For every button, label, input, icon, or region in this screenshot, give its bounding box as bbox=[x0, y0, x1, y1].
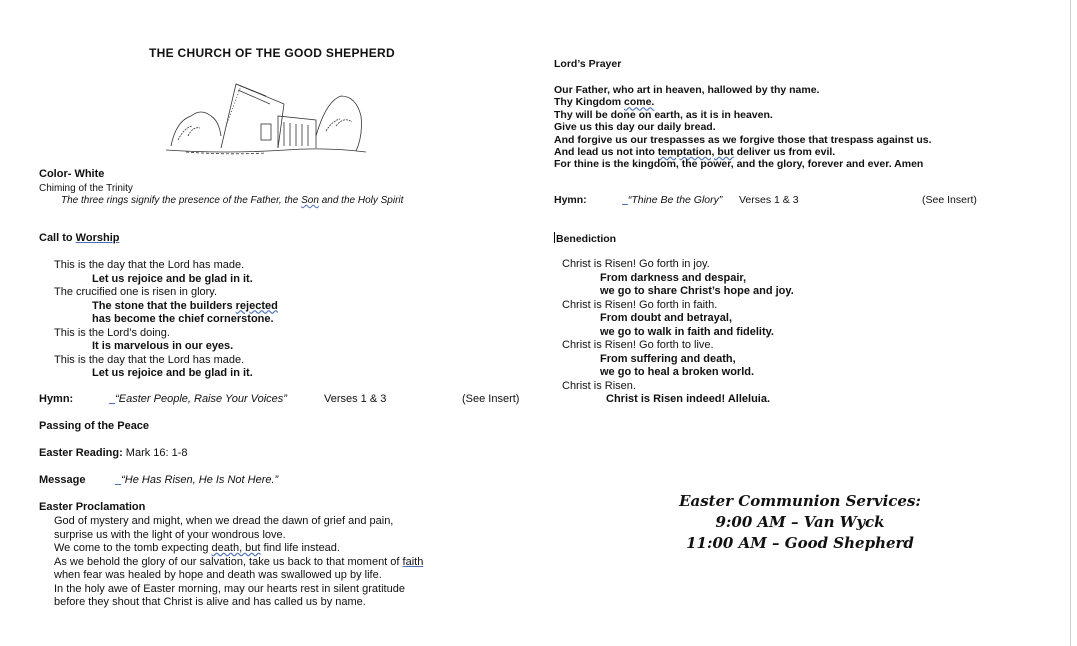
lords-prayer-heading: Lord’s Prayer bbox=[554, 58, 622, 70]
proclamation-line: God of mystery and might, when we dread the dawn of grief and pain, bbox=[54, 515, 394, 527]
lords-prayer-text bbox=[554, 84, 932, 171]
litany-line: This is the day that the Lord has made. bbox=[54, 353, 245, 366]
church-illustration bbox=[166, 76, 366, 156]
litany-line: The crucified one is risen in glory. bbox=[54, 286, 218, 298]
hymn-1-verses: Verses 1 & 3 bbox=[324, 393, 387, 405]
benediction-response: From darkness and despair, bbox=[600, 271, 747, 284]
easter-services-notice bbox=[640, 491, 960, 554]
proclamation-line: In the holy awe of Easter morning, may our hearts rest in silent gratitude bbox=[54, 582, 405, 595]
prayer-line: Our Father, who art in heaven, hallowed by thy name. bbox=[554, 84, 820, 96]
benediction-litany bbox=[562, 258, 794, 407]
litany-response: has become the chief cornerstone. bbox=[92, 313, 274, 325]
call-to-worship-heading: Call to Worship bbox=[39, 232, 120, 244]
prayer-line: Thy Kingdom come. bbox=[554, 96, 655, 109]
proclamation-line: We come to the tomb expecting death, but find life instead. bbox=[54, 542, 340, 554]
hymn-2-title: “Thine Be the Glory” bbox=[627, 194, 723, 206]
proclamation-line: surprise us with the light of your wondrous love. bbox=[54, 528, 286, 541]
benediction-response: we go to walk in faith and fidelity. bbox=[600, 325, 774, 338]
prayer-line: And forgive us our trespasses as we forgive those that trespass against us. bbox=[554, 133, 932, 146]
litany-line: This is the Lord’s doing. bbox=[54, 326, 170, 339]
prayer-line: Give us this day our daily bread. bbox=[554, 121, 716, 134]
church-title: THE CHURCH OF THE GOOD SHEPHERD bbox=[149, 46, 395, 60]
litany-response: Let us rejoice and be glad in it. bbox=[92, 367, 253, 379]
benediction-response: we go to share Christ’s hope and joy. bbox=[600, 285, 794, 297]
benediction-line: Christ is Risen! Go forth in faith. bbox=[562, 298, 718, 311]
benediction-line: Christ is Risen! Go forth to live. bbox=[562, 339, 714, 351]
proclamation-line: As we behold the glory of our salvation, take us back to that moment of faith bbox=[54, 555, 424, 568]
easter-proclamation-heading: Easter Proclamation bbox=[39, 501, 146, 513]
chiming-label: Chiming of the Trinity bbox=[39, 183, 133, 194]
chiming-note: The three rings signify the presence of the Father, the Son and the Holy Spirit bbox=[61, 195, 404, 206]
hymn-1-label: Hymn: bbox=[39, 393, 74, 405]
benediction-response: From suffering and death, bbox=[600, 352, 736, 365]
proclamation-line: before they shout that Christ is alive and has called us by name. bbox=[54, 596, 366, 608]
services-title: Easter Communion Services: bbox=[679, 492, 921, 510]
hymn-1-insert: (See Insert) bbox=[462, 393, 520, 405]
litany-line: This is the day that the Lord has made. bbox=[54, 259, 245, 271]
color-label: Color- White bbox=[39, 168, 105, 180]
benediction-response: we go to heal a broken world. bbox=[600, 366, 755, 378]
text-cursor bbox=[554, 232, 555, 243]
passing-peace-heading: Passing of the Peace bbox=[39, 420, 150, 432]
benediction-response: From doubt and betrayal, bbox=[600, 312, 733, 324]
litany-response: It is marvelous in our eyes. bbox=[92, 340, 234, 352]
hymn-2-verses: Verses 1 & 3 bbox=[739, 194, 799, 206]
prayer-line: Thy will be done on earth, as it is in heaven. bbox=[554, 108, 773, 121]
easter-proclamation-text bbox=[54, 515, 423, 610]
litany-response: Let us rejoice and be glad in it. bbox=[92, 272, 253, 285]
message-title: “He Has Risen, He Is Not Here.” bbox=[121, 474, 279, 486]
benediction-heading: Benediction bbox=[556, 233, 617, 245]
benediction-line: Christ is Risen. bbox=[562, 379, 636, 392]
proclamation-line: when fear was healed by hope and death was swallowed up by life. bbox=[54, 569, 382, 581]
easter-reading: Easter Reading: Mark 16: 1-8 bbox=[39, 447, 188, 459]
page-edge bbox=[1070, 0, 1071, 646]
service-time-2: 11:00 AM – Good Shepherd bbox=[686, 534, 914, 552]
hymn-2-label: Hymn: bbox=[554, 194, 587, 206]
service-time-1: 9:00 AM – Van Wyck bbox=[715, 513, 885, 531]
benediction-response: Christ is Risen indeed! Alleluia. bbox=[606, 393, 771, 405]
hymn-1-title: “Easter People, Raise Your Voices” bbox=[115, 393, 287, 405]
message-label: Message bbox=[39, 474, 86, 486]
benediction-line: Christ is Risen! Go forth in joy. bbox=[562, 258, 710, 270]
prayer-line: And lead us not into temptation, but deliver us from evil. bbox=[554, 146, 836, 159]
hymn-2-insert: (See Insert) bbox=[922, 194, 977, 206]
prayer-line: For thine is the kingdom, the power, and the glory, forever and ever. Amen bbox=[554, 158, 924, 171]
call-to-worship-litany bbox=[54, 259, 278, 381]
litany-response: The stone that the builders rejected bbox=[92, 299, 278, 312]
